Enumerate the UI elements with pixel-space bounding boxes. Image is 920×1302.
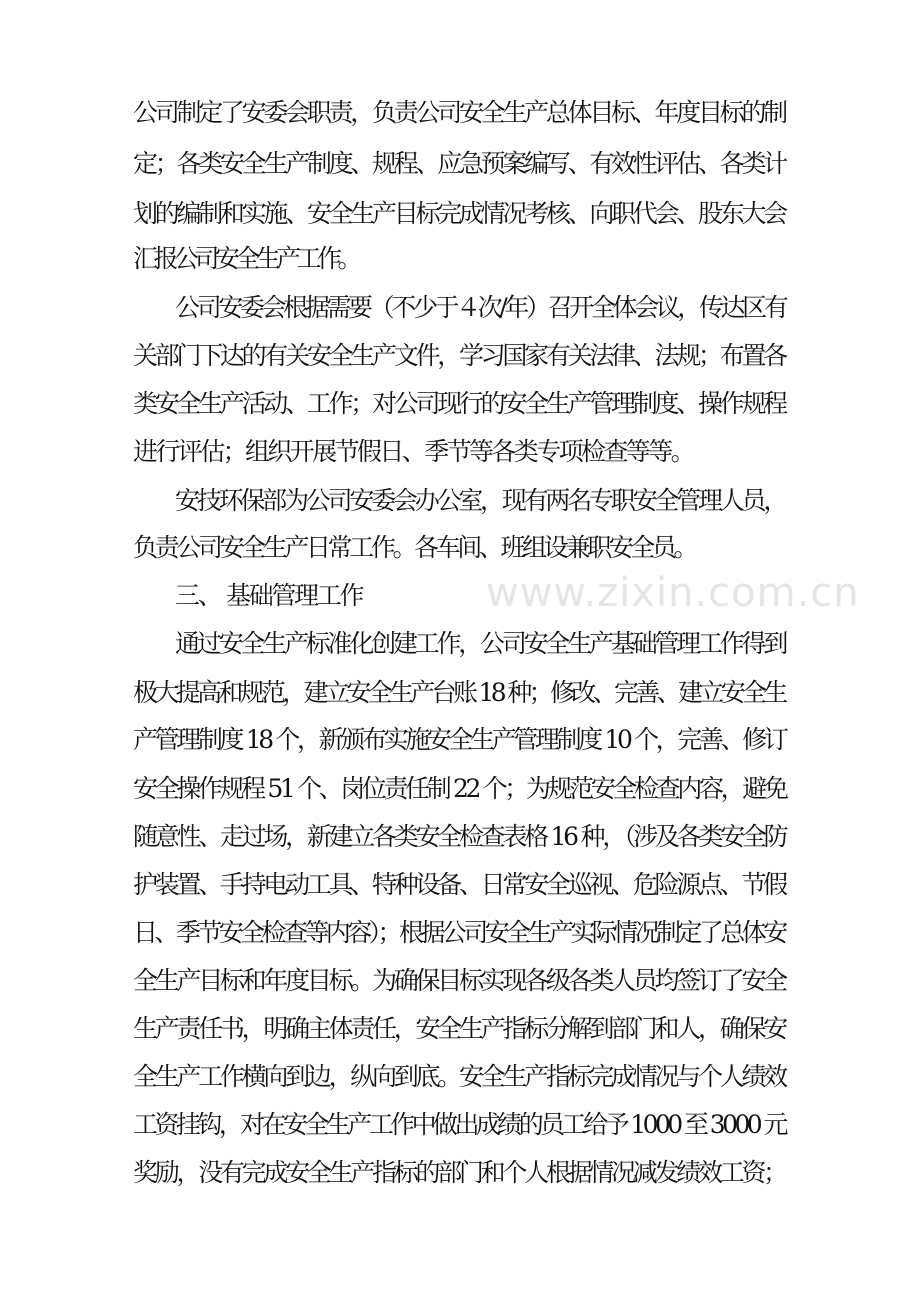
text-line: 定；各类安全生产制度、规程、应急预案编写、有效性评估、各类计 <box>133 149 785 178</box>
text-line: 日、季节安全检查等内容）；根据公司安全生产实际情况制定了总体安 <box>133 918 785 947</box>
text-line: 安技环保部为公司安委会办公室，现有两名专职安全管理人员， <box>175 486 786 515</box>
text-line: 公司制定了安委会职责，负责公司安全生产总体目标、年度目标的制 <box>133 98 785 127</box>
text-line: 工资挂钩，对在安全生产工作中做出成绩的员工给予 1000 至 3000 元 <box>133 1110 785 1139</box>
text-line: 奖励，没有完成安全生产指标的部门和个人根据情况减发绩效工资； <box>133 1158 785 1187</box>
watermark: www.zixin.com.cn <box>486 570 860 616</box>
text-line: 通过安全生产标准化创建工作，公司安全生产基础管理工作得到 <box>175 629 786 658</box>
text-line: 生产责任书，明确主体责任，安全生产指标分解到部门和人，确保安 <box>133 1014 785 1043</box>
text-line: 随意性、走过场，新建立各类安全检查表格 16 种，（涉及各类安全防 <box>133 822 786 851</box>
text-line: 汇报公司安全生产工作。 <box>133 244 358 273</box>
text-line: 划的编制和实施、安全生产目标完成情况考核、向职代会、股东大会 <box>133 199 785 228</box>
text-line: 类安全生产活动、工作；对公司现行的安全生产管理制度、操作规程 <box>133 389 785 418</box>
text-line: 全生产工作横向到边，纵向到底。安全生产指标完成情况与个人绩效 <box>133 1062 785 1091</box>
text-line: 负责公司安全生产日常工作。各车间、班组设兼职安全员。 <box>133 533 696 562</box>
text-line: 安全操作规程 51 个、岗位责任制 22 个；为规范安全检查内容，避免 <box>133 774 786 803</box>
text-line: 关部门下达的有关安全生产文件，学习国家有关法律、法规；布置各 <box>133 341 785 370</box>
text-line: 进行评估；组织开展节假日、季节等各类专项检查等等。 <box>133 437 694 466</box>
text-line: 极大提高和规范，建立安全生产台账 18 种；修改、完善、建立安全生 <box>133 678 785 707</box>
text-line: 护装置、手持电动工具、特种设备、日常安全巡视、危险源点、节假 <box>133 870 785 899</box>
text-line: 全生产目标和年度目标。为确保目标实现各级各类人员均签订了安全 <box>133 966 785 995</box>
text-line: 产管理制度 18 个，新颁布实施安全生产管理制度 10 个，完善、修订 <box>133 725 786 754</box>
text-line: 公司安委会根据需要（不少于４次/年）召开全体会议，传达区有 <box>175 293 786 322</box>
section-heading: 三、 基础管理工作 <box>175 581 363 610</box>
